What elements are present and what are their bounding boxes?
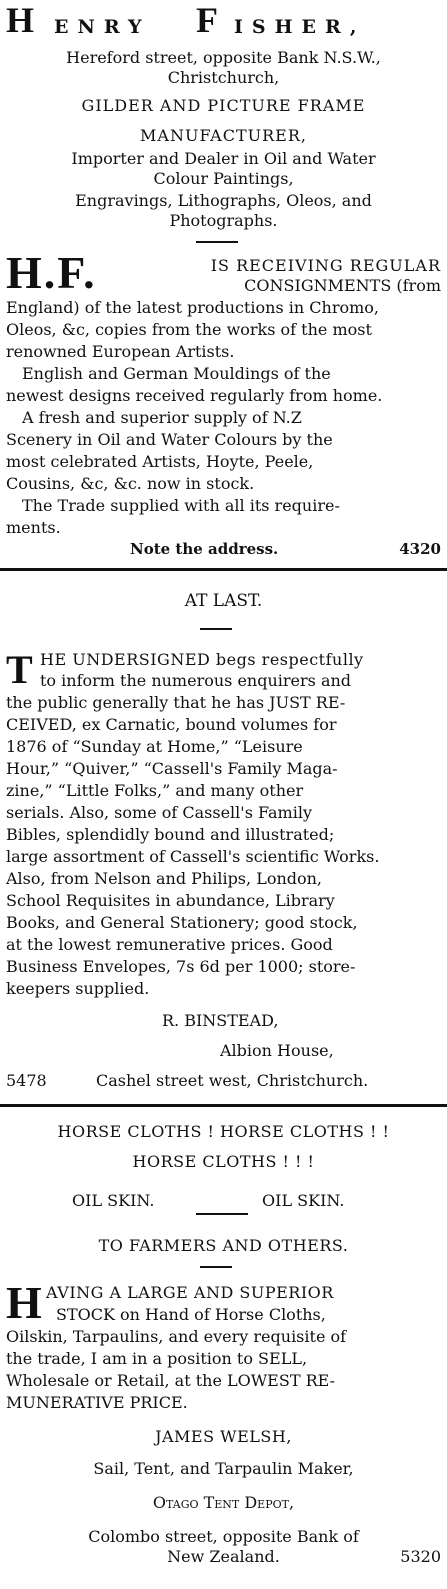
body-line: School Requisites in abundance, Library xyxy=(6,891,335,910)
body-line: serials. Also, some of Cassell's Family xyxy=(6,803,312,822)
body-line: IS RECEIVING REGULAR xyxy=(210,256,441,275)
ad-title xyxy=(6,0,442,44)
oil-skin-label: OIL SKIN. xyxy=(262,1191,345,1210)
body-line: Wholesale or Retail, at the LOWEST RE- xyxy=(6,1371,336,1390)
body-line: MUNERATIVE PRICE. xyxy=(6,1393,188,1412)
body-line: large assortment of Cassell's scientific Works. xyxy=(6,847,380,866)
body-line: the trade, I am in a position to SELL, xyxy=(6,1349,308,1368)
advertiser-name: R. BINSTEAD, xyxy=(162,1011,279,1030)
body-line: newest designs received regularly from home. xyxy=(6,386,383,405)
body-line: HE UNDERSIGNED begs respectfully xyxy=(40,650,364,669)
ad-heading: AT LAST. xyxy=(184,592,263,611)
initials-hf: H.F. xyxy=(6,247,97,298)
ad-number: 5320 xyxy=(400,1547,441,1566)
body-line: ments. xyxy=(6,518,61,537)
title-part-isher: ISHER, xyxy=(234,16,366,38)
divider xyxy=(200,1266,232,1268)
body-line: CEIVED, ex Carnatic, bound volumes for xyxy=(6,715,337,734)
body-line: the public generally that he has JUST RE- xyxy=(6,693,346,712)
body-line: English and German Mouldings of the xyxy=(22,364,331,383)
body-line: Oilskin, Tarpaulins, and every requisite of xyxy=(6,1327,347,1346)
advertiser-address: Colombo street, opposite Bank of xyxy=(88,1527,359,1546)
body-line: to inform the numerous enquirers and xyxy=(40,671,352,690)
divider xyxy=(196,241,238,243)
body-line: Cousins, &c, &c. now in stock. xyxy=(6,474,255,493)
address-city: Christchurch, xyxy=(167,68,280,87)
title-part-enry: ENRY xyxy=(54,16,151,38)
body-line: Bibles, splendidly bound and illustrated; xyxy=(6,825,335,844)
description-line: Engravings, Lithographs, Oleos, and xyxy=(75,191,372,210)
body-line: Business Envelopes, 7s 6d per 1000; store- xyxy=(6,957,356,976)
body-line: A fresh and superior supply of N.Z xyxy=(22,408,302,427)
body-line: zine,” “Little Folks,” and many other xyxy=(6,781,304,800)
title-initial-f: F xyxy=(196,0,218,40)
advertiser-street: Cashel street west, Christchurch. xyxy=(96,1071,369,1090)
ad-heading: HORSE CLOTHS ! ! ! xyxy=(132,1152,315,1171)
description-line: Importer and Dealer in Oil and Water xyxy=(71,149,376,168)
note-address: Note the address. xyxy=(130,540,279,558)
body-line: renowned European Artists. xyxy=(6,342,235,361)
body-line: Oleos, &c, copies from the works of the most xyxy=(6,320,372,339)
drop-cap-t: T xyxy=(6,647,33,692)
advertiser-name: JAMES WELSH, xyxy=(155,1427,292,1446)
body-line: STOCK on Hand of Horse Cloths, xyxy=(56,1305,326,1324)
body-line: Hour,” “Quiver,” “Cassell's Family Maga- xyxy=(6,759,338,778)
body-line: AVING A LARGE AND SUPERIOR xyxy=(46,1283,334,1302)
description-line: Photographs. xyxy=(169,211,278,230)
title-initial-h: H xyxy=(6,0,35,40)
body-line: CONSIGNMENTS (from xyxy=(244,276,441,295)
section-rule xyxy=(0,1104,447,1107)
body-line: at the lowest remunerative prices. Good xyxy=(6,935,333,954)
trade-line-1: GILDER AND PICTURE FRAME xyxy=(81,96,366,115)
body-line: Scenery in Oil and Water Colours by the xyxy=(6,430,333,449)
ad-heading: TO FARMERS AND OTHERS. xyxy=(98,1236,349,1255)
body-line: 1876 of “Sunday at Home,” “Leisure xyxy=(6,737,303,756)
description-line: Colour Paintings, xyxy=(153,169,294,188)
ad-heading: HORSE CLOTHS ! HORSE CLOTHS ! ! xyxy=(57,1122,390,1141)
body-line: keepers supplied. xyxy=(6,979,150,998)
trade-line-2: MANUFACTURER, xyxy=(140,126,307,145)
ad-number: 4320 xyxy=(399,540,441,558)
divider xyxy=(196,1213,248,1215)
advertiser-depot: Otago Tent Depot, xyxy=(152,1493,295,1512)
body-line: Also, from Nelson and Philips, London, xyxy=(6,869,323,888)
ad-number: 5478 xyxy=(6,1071,47,1090)
body-line: The Trade supplied with all its require- xyxy=(22,496,340,515)
divider xyxy=(200,628,232,630)
body-line: most celebrated Artists, Hoyte, Peele, xyxy=(6,452,314,471)
body-line: Books, and General Stationery; good stock, xyxy=(6,913,358,932)
advertiser-trade: Sail, Tent, and Tarpaulin Maker, xyxy=(93,1459,354,1478)
address-line: Hereford street, opposite Bank N.S.W., xyxy=(66,48,381,67)
advertiser-house: Albion House, xyxy=(220,1041,334,1060)
drop-cap-h: H xyxy=(6,1277,42,1328)
section-rule xyxy=(0,568,447,571)
oil-skin-label: OIL SKIN. xyxy=(72,1191,155,1210)
body-line: England) of the latest productions in Chromo, xyxy=(6,298,380,317)
advertiser-address: New Zealand. xyxy=(167,1547,280,1566)
